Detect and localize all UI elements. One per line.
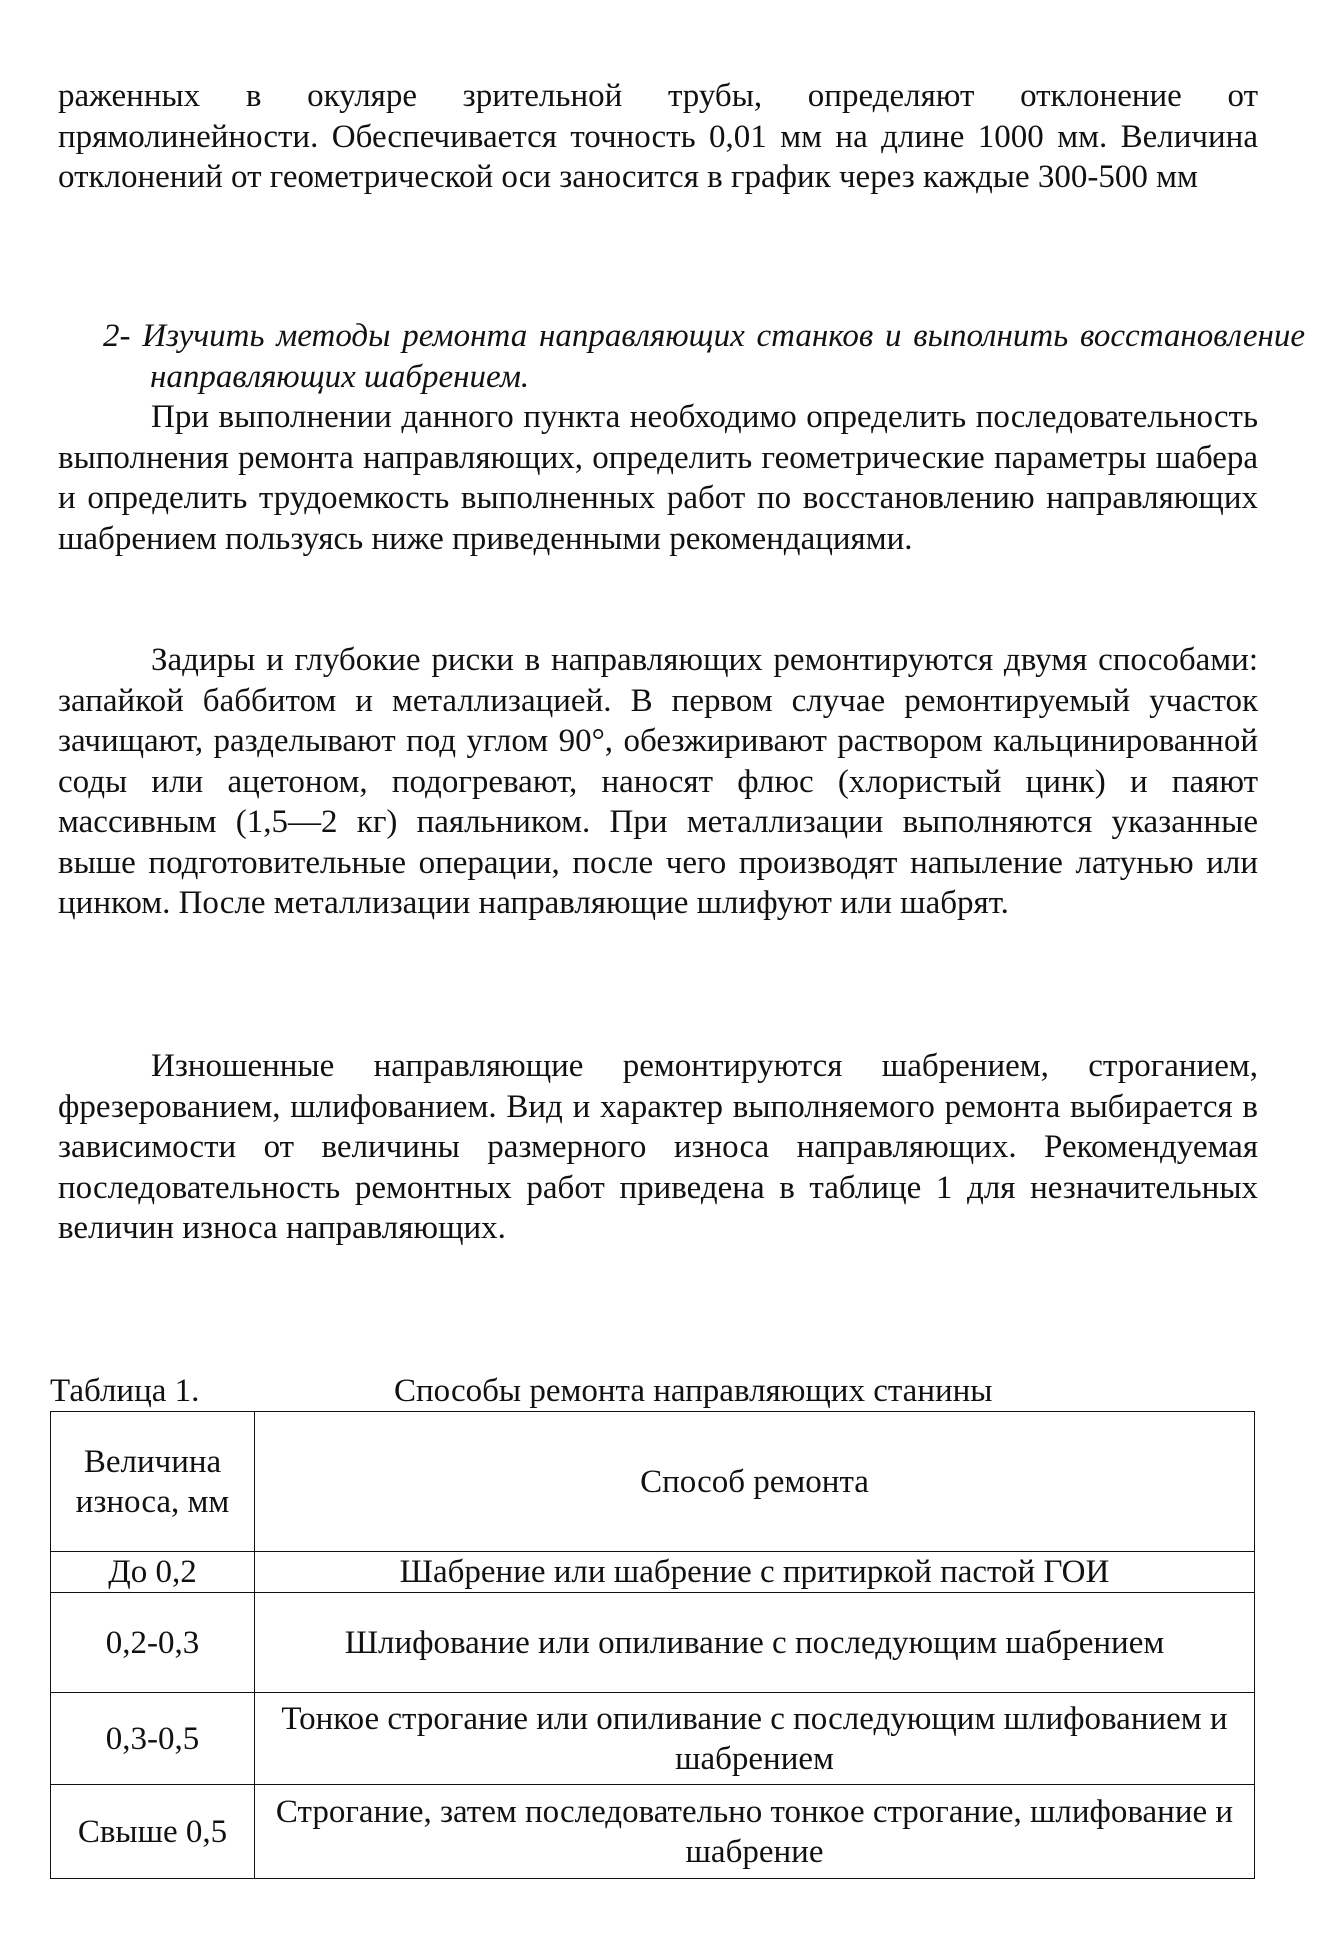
table-row: [51, 1552, 1255, 1593]
cell-method: Шабрение или шабрение с притиркой пастой ГОИ: [255, 1552, 1255, 1593]
paragraph-continuation: раженных в окуляре зрительной трубы, определяют отклонение от прямолинейности. Обеспечивается точность 0,01 мм на длине 1000 мм. Величина отклонений от геометрической оси заносится в график через каждые 300-500 мм: [58, 78, 1258, 195]
header-wear: Величина износа, мм: [51, 1412, 255, 1552]
table-row: [51, 1785, 1255, 1879]
table-row: [51, 1593, 1255, 1693]
repair-methods-table: [50, 1411, 1255, 1879]
paragraph-worn-guides: Изношенные направляющие ремонтируются шабрением, строганием, фрезерованием, шлифованием. Вид и характер выполняемого ремонта выбирается в зависимости от величины размерного износа направляющих. Рекомендуемая последовательность ремонтных работ приведена в таблице 1 для незначительных величин износа направляющих.: [58, 1048, 1258, 1246]
cell-method: Строгание, затем последовательно тонкое строгание, шлифование и шабрение: [255, 1785, 1255, 1879]
table-row: [51, 1693, 1255, 1785]
table-title: Способы ремонта направляющих станины: [394, 1373, 993, 1409]
cell-wear: До 0,2: [51, 1552, 255, 1593]
paragraph-scoring-repair: Задиры и глубокие риски в направляющих ремонтируются двумя способами: запайкой баббитом и металлизацией. В первом случае ремонтируемый участок зачищают, разделывают под углом 90°, обезжиривают раствором кальцинированной соды или ацетоном, подогревают, наносят флюс (хлористый цинк) и паяют массивным (1,5—2 кг) паяльником. При металлизации выполняются указанные выше подготовительные операции, после чего производят напыление латунью или цинком. После металлизации направляющие шлифуют или шабрят.: [58, 642, 1258, 921]
header-method: Способ ремонта: [255, 1412, 1255, 1552]
cell-wear: Свыше 0,5: [51, 1785, 255, 1879]
table-number: Таблица 1.: [50, 1373, 200, 1409]
cell-method: Тонкое строгание или опиливание с последующим шлифованием и шабрением: [255, 1693, 1255, 1785]
table-header-row: [51, 1412, 1255, 1552]
cell-wear: 0,3-0,5: [51, 1693, 255, 1785]
task-heading-2: 2- Изучить методы ремонта направляющих станков и выполнить восстановление направляющих шабрением.: [103, 318, 1305, 395]
paragraph-procedure: При выполнении данного пункта необходимо определить последовательность выполнения ремонта направляющих, определить геометрические параметры шабера и определить трудоемкость выполненных работ по восстановлению направляющих шабрением пользуясь ниже приведенными рекомендациями.: [58, 399, 1258, 557]
cell-method: Шлифование или опиливание с последующим шабрением: [255, 1593, 1255, 1693]
cell-wear: 0,2-0,3: [51, 1593, 255, 1693]
